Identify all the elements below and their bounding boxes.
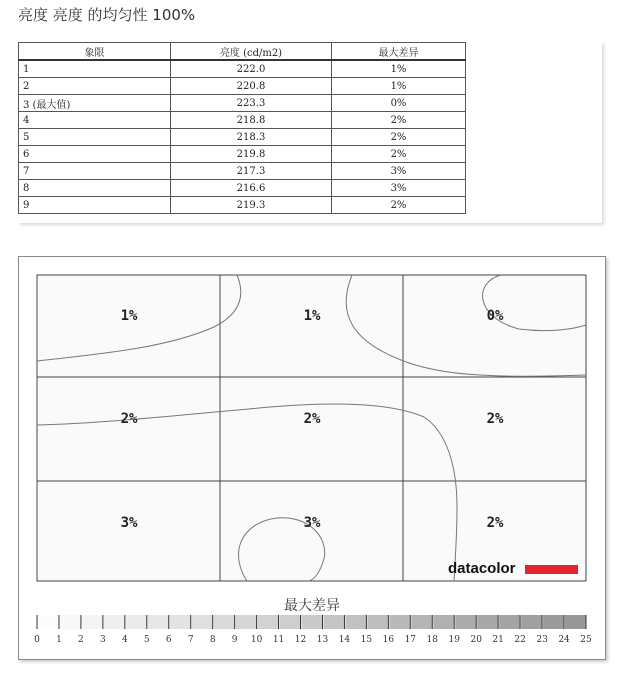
- header-max-difference: 最大差异: [332, 43, 466, 61]
- cell-difference: 2%: [332, 112, 466, 129]
- scale-swatch: [345, 615, 366, 629]
- scale-tick-label: 11: [272, 635, 285, 645]
- cell-quadrant: 8: [19, 180, 171, 197]
- cell-luminance: 219.8: [171, 146, 332, 163]
- scale-swatch: [192, 615, 213, 629]
- cell-quadrant: 6: [19, 146, 171, 163]
- scale-swatch: [236, 615, 257, 629]
- scale-swatch: [543, 615, 564, 629]
- scale-tick-label: 16: [382, 635, 395, 645]
- datacolor-logo-bar: [525, 565, 578, 574]
- cell-luminance: 223.3: [171, 95, 332, 112]
- cell-difference: 2%: [332, 129, 466, 146]
- cell-difference: 1%: [332, 60, 466, 78]
- cell-quadrant: 9: [19, 197, 171, 214]
- cell-luminance: 217.3: [171, 163, 332, 180]
- cell-difference: 0%: [332, 95, 466, 112]
- cell-luminance: 219.3: [171, 197, 332, 214]
- header-quadrant: 象限: [19, 43, 171, 61]
- scale-swatch: [302, 615, 323, 629]
- scale-swatch: [521, 615, 542, 629]
- cell-label-8: 3%: [303, 515, 321, 531]
- scale-swatch: [477, 615, 498, 629]
- header-luminance: 亮度 (cd/m2): [171, 43, 332, 61]
- scale-tick-label: 20: [470, 635, 482, 645]
- cell-quadrant: 4: [19, 112, 171, 129]
- scale-tick-label: 8: [209, 635, 216, 645]
- scale-tick-label: 17: [404, 635, 417, 645]
- cell-difference: 1%: [332, 78, 466, 95]
- scale-swatch: [170, 615, 191, 629]
- scale-swatch: [389, 615, 410, 629]
- scale-tick-label: 23: [536, 635, 548, 645]
- scale-tick-label: 9: [231, 635, 238, 645]
- cell-label-1: 1%: [120, 308, 138, 324]
- cell-label-7: 3%: [120, 515, 138, 531]
- scale-tick-label: 6: [165, 635, 172, 645]
- cell-label-6: 2%: [486, 411, 504, 427]
- scale-tick-label: 21: [492, 635, 504, 645]
- scale-swatch: [148, 615, 169, 629]
- scale-swatch: [499, 615, 520, 629]
- table-row: [19, 78, 466, 95]
- scale-swatch: [82, 615, 103, 629]
- table-row: [19, 95, 466, 112]
- scale-swatch: [367, 615, 388, 629]
- cell-label-5: 2%: [303, 411, 321, 427]
- scale-swatch: [60, 615, 81, 629]
- table-row: [19, 180, 466, 197]
- cell-label-2: 1%: [303, 308, 321, 324]
- scale-tick-label: 4: [121, 635, 128, 645]
- scale-tick-label: 12: [294, 635, 307, 645]
- scale-tick-label: 5: [143, 635, 150, 645]
- cell-difference: 2%: [332, 197, 466, 214]
- scale-swatch: [565, 615, 586, 629]
- scale-tick-label: 19: [448, 635, 460, 645]
- cell-quadrant: 2: [19, 78, 171, 95]
- scale-tick-label: 0: [34, 635, 40, 645]
- uniformity-chart-card: [18, 256, 606, 660]
- scale-tick-label: 15: [360, 635, 373, 645]
- scale-swatch: [323, 615, 344, 629]
- cell-luminance: 216.6: [171, 180, 332, 197]
- cell-difference: 3%: [332, 180, 466, 197]
- cell-luminance: 218.8: [171, 112, 332, 129]
- scale-swatch: [38, 615, 59, 629]
- cell-luminance: 222.0: [171, 60, 332, 78]
- scale-tick-label: 2: [78, 635, 84, 645]
- scale-swatch: [433, 615, 454, 629]
- table-row: [19, 60, 466, 78]
- scale-tick-label: 13: [316, 635, 329, 645]
- scale-tick-label: 10: [250, 635, 263, 645]
- scale-tick-label: 14: [338, 635, 351, 645]
- table-row: [19, 197, 466, 214]
- table-row: [19, 163, 466, 180]
- cell-quadrant: 5: [19, 129, 171, 146]
- scale-swatch: [104, 615, 125, 629]
- scale-swatch: [455, 615, 476, 629]
- datacolor-logo: datacolor: [448, 560, 516, 577]
- scale-tick-label: 22: [514, 635, 526, 645]
- cell-quadrant: 3 (最大值): [19, 95, 171, 112]
- table-row: [19, 129, 466, 146]
- table-header-row: [19, 43, 466, 61]
- scale-tick-label: 7: [187, 635, 194, 645]
- difference-scale: [34, 615, 592, 645]
- cell-label-4: 2%: [120, 411, 138, 427]
- scale-tick-label: 3: [100, 635, 106, 645]
- scale-swatch: [411, 615, 432, 629]
- table-row: [19, 146, 466, 163]
- scale-swatch: [214, 615, 235, 629]
- table-row: [19, 112, 466, 129]
- scale-tick-label: 1: [56, 635, 62, 645]
- cell-difference: 2%: [332, 146, 466, 163]
- cell-difference: 3%: [332, 163, 466, 180]
- scale-tick-label: 18: [426, 635, 439, 645]
- cell-label-9: 2%: [486, 515, 504, 531]
- cell-quadrant: 1: [19, 60, 171, 78]
- scale-swatch: [126, 615, 147, 629]
- scale-tick-label: 25: [580, 635, 592, 645]
- scale-swatch: [258, 615, 279, 629]
- cell-luminance: 220.8: [171, 78, 332, 95]
- scale-swatch: [280, 615, 301, 629]
- page-title: 亮度 亮度 的均匀性 100%: [18, 6, 196, 24]
- cell-label-3: 0%: [486, 308, 504, 324]
- luminance-table-card: [18, 42, 602, 223]
- cell-quadrant: 7: [19, 163, 171, 180]
- luminance-table: [18, 42, 466, 214]
- cell-luminance: 218.3: [171, 129, 332, 146]
- scale-tick-label: 24: [558, 635, 570, 645]
- scale-title: 最大差异: [284, 598, 340, 614]
